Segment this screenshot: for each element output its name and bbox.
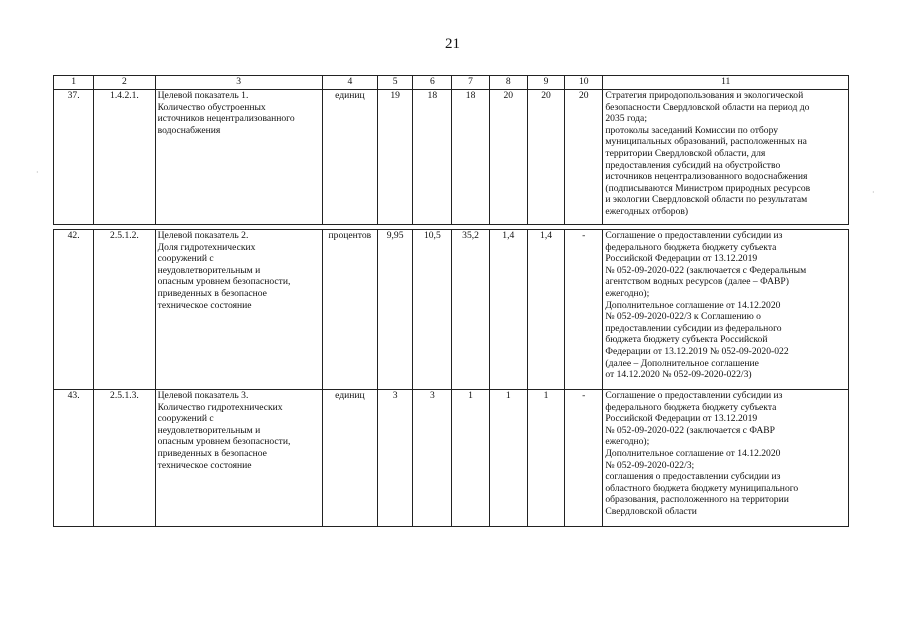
col-header-4: 4 [322,76,377,90]
indicator-code: 2.5.1.3. [94,390,155,527]
value-col-9: 1 [527,390,564,527]
value-col-8: 1,4 [489,230,527,390]
row-number: 37. [54,90,94,225]
value-col-6: 10,5 [413,230,452,390]
col-header-1: 1 [54,76,94,90]
col-header-5: 5 [378,76,413,90]
col-header-11: 11 [603,76,849,90]
header-row [54,76,849,90]
value-col-8: 1 [489,390,527,527]
value-col-10: - [565,230,603,390]
value-col-6: 3 [413,390,452,527]
col-header-3: 3 [155,76,322,90]
table-row [54,390,849,527]
value-col-7: 35,2 [452,230,489,390]
unit: процентов [322,230,377,390]
unit: единиц [322,90,377,225]
data-source: Соглашение о предоставлении субсидии из федерального бюджета бюджету субъекта Российской Федерации от 13.12.2019 № 052-09-2020-022 (заключается с ФАВР ежегодно); Дополнительное соглашение от 14.12.2020 № 052-09-2020-022/3; соглашения о предоставлении субсидии из областного бюджета бюджету муниципального образования, расположенного на территории Свердловской области [603,390,849,527]
col-header-8: 8 [489,76,527,90]
value-col-7: 1 [452,390,489,527]
value-col-6: 18 [413,90,452,225]
indicator-name: Целевой показатель 2. Доля гидротехнических сооружений с неудовлетворительным и опасным уровнем безопасности, приведенных в безопасное техническое состояние [155,230,322,390]
value-col-5: 19 [378,90,413,225]
value-col-9: 20 [527,90,564,225]
indicator-code: 1.4.2.1. [94,90,155,225]
value-col-10: - [565,390,603,527]
value-col-9: 1,4 [527,230,564,390]
col-header-2: 2 [94,76,155,90]
indicator-name: Целевой показатель 3. Количество гидротехнических сооружений с неудовлетворительным и опасным уровнем безопасности, приведенных в безопасное техническое состояние [155,390,322,527]
value-col-5: 3 [378,390,413,527]
indicator-name: Целевой показатель 1. Количество обустроенных источников нецентрализованного водоснабжения [155,90,322,225]
value-col-5: 9,95 [378,230,413,390]
unit: единиц [322,390,377,527]
col-header-7: 7 [452,76,489,90]
col-header-10: 10 [565,76,603,90]
table-row [54,230,849,390]
data-source: Стратегия природопользования и экологической безопасности Свердловской области на период до 2035 года; протоколы заседаний Комиссии по отбору муниципальных образований, расположенных на территории Свердловской области, для предоставления субсидий на обустройство источников нецентрализованного водоснабжения (подписываются Министром природных ресурсов и экологии Свердловской области по результатам ежегодных отборов) [603,90,849,225]
row-number: 42. [54,230,94,390]
indicators-table [53,75,849,527]
row-number: 43. [54,390,94,527]
col-header-6: 6 [413,76,452,90]
indicator-code: 2.5.1.2. [94,230,155,390]
page-number: 21 [445,36,460,52]
scan-dot: · [872,188,875,197]
value-col-7: 18 [452,90,489,225]
table-row [54,90,849,225]
data-source: Соглашение о предоставлении субсидии из федерального бюджета бюджету субъекта Российской Федерации от 13.12.2019 № 052-09-2020-022 (заключается с Федеральным агентством водных ресурсов (далее – ФАВР) ежегодно); Дополнительное соглашение от 14.12.2020 № 052-09-2020-022/3 к Соглашению о предоставлении субсидии из федерального бюджета бюджету субъекта Российской Федерации от 13.12.2019 № 052-09-2020-022 (далее – Дополнительное соглашение от 14.12.2020 № 052-09-2020-022/3) [603,230,849,390]
value-col-8: 20 [489,90,527,225]
scan-dot: · [36,168,39,177]
value-col-10: 20 [565,90,603,225]
col-header-9: 9 [527,76,564,90]
